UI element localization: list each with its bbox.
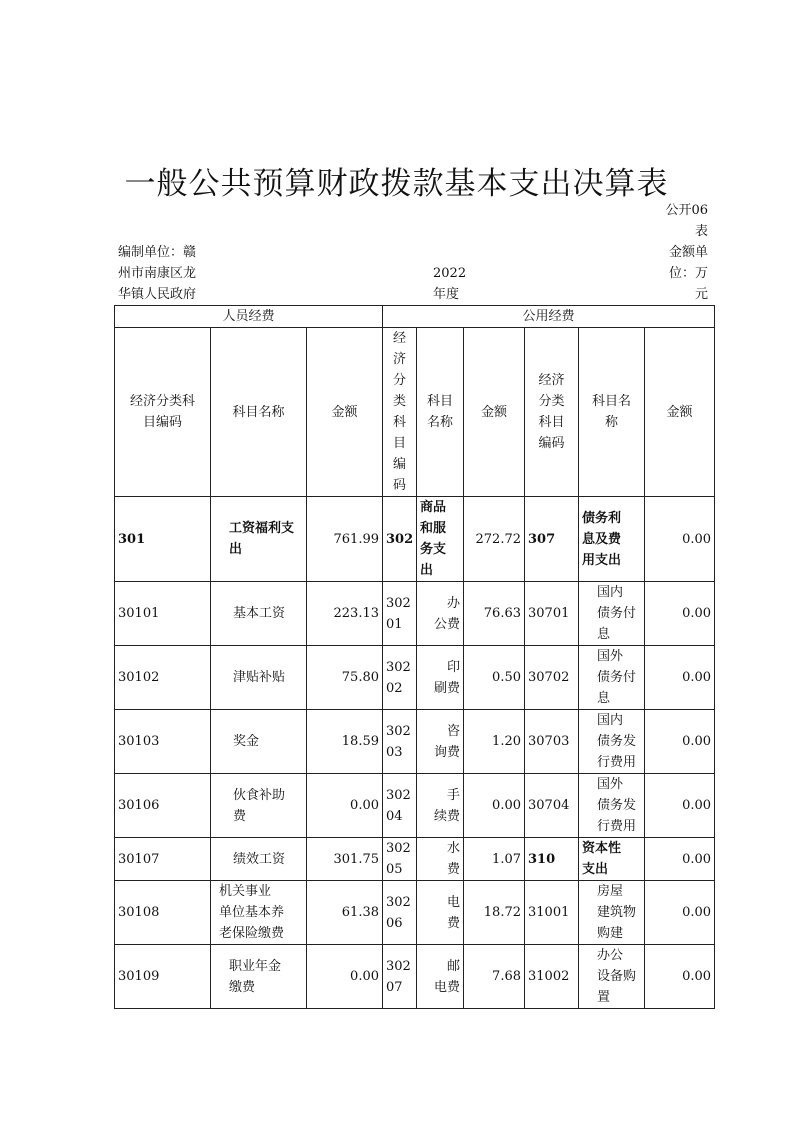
col-name-2: 科目 名称: [417, 328, 464, 497]
section-public: 公用经费: [383, 306, 715, 328]
cell-name-3: 办公 设备购 置: [579, 945, 645, 1009]
column-header-row: [115, 328, 715, 497]
section-header-row: [115, 306, 715, 328]
cell-name: 工资福利支 出: [211, 497, 307, 582]
cell-name-2: 咨 询费: [417, 710, 464, 774]
cell-name-2: 办 公费: [417, 582, 464, 646]
cell-code: 30102: [115, 646, 211, 710]
cell-name: 绩效工资: [211, 838, 307, 881]
cell-name-2: 邮 电费: [417, 945, 464, 1009]
cell-amount: 18.59: [307, 710, 383, 774]
cell-code-2: 302 06: [383, 881, 417, 945]
cell-name-2: 商品 和服 务支 出: [417, 497, 464, 582]
cell-name: 基本工资: [211, 582, 307, 646]
table-row: [115, 945, 715, 1009]
cell-amount: 301.75: [307, 838, 383, 881]
cell-code: 30106: [115, 774, 211, 838]
cell-name-2: 电 费: [417, 881, 464, 945]
cell-amount-2: 76.63: [464, 582, 525, 646]
cell-name-3: 债务利 息及费 用支出: [579, 497, 645, 582]
cell-code-2: 302: [383, 497, 417, 582]
cell-code-3: 307: [525, 497, 579, 582]
cell-name: 机关事业 单位基本养 老保险缴费: [211, 881, 307, 945]
cell-code-3: 30703: [525, 710, 579, 774]
col-amount-2: 金额: [464, 328, 525, 497]
fiscal-year: 2022 年度: [433, 266, 467, 302]
cell-amount: 0.00: [307, 945, 383, 1009]
col-amount-3: 金额: [645, 328, 715, 497]
cell-name-2: 水 费: [417, 838, 464, 881]
cell-code: 301: [115, 497, 211, 582]
table-number: 公开06 表: [665, 203, 708, 239]
cell-code: 30103: [115, 710, 211, 774]
page-title: 一般公共预算财政拨款基本支出决算表: [124, 166, 669, 202]
cell-code: 30108: [115, 881, 211, 945]
cell-amount-2: 0.00: [464, 774, 525, 838]
cell-amount-3: 0.00: [645, 582, 715, 646]
amount-unit: 金额单 位：万 元: [668, 245, 708, 302]
cell-name-3: 国外 债务发 行费用: [579, 774, 645, 838]
cell-name: 职业年金 缴费: [211, 945, 307, 1009]
compiling-unit: 编制单位：赣 州市南康区龙 华镇人民政府: [118, 245, 197, 302]
cell-amount-2: 1.07: [464, 838, 525, 881]
cell-name: 奖金: [211, 710, 307, 774]
cell-name-3: 房屋 建筑物 购建: [579, 881, 645, 945]
col-amount: 金额: [307, 328, 383, 497]
cell-code-3: 30702: [525, 646, 579, 710]
cell-code-3: 310: [525, 838, 579, 881]
cell-code-3: 30704: [525, 774, 579, 838]
cell-code: 30101: [115, 582, 211, 646]
cell-code-2: 302 01: [383, 582, 417, 646]
table-row: [115, 710, 715, 774]
cell-amount-3: 0.00: [645, 838, 715, 881]
cell-amount-2: 0.50: [464, 646, 525, 710]
cell-amount: 61.38: [307, 881, 383, 945]
budget-table: [114, 305, 715, 1009]
cell-amount-2: 272.72: [464, 497, 525, 582]
cell-name: 津贴补贴: [211, 646, 307, 710]
cell-code-2: 302 04: [383, 774, 417, 838]
cell-code-3: 31001: [525, 881, 579, 945]
cell-name-3: 国内 债务发 行费用: [579, 710, 645, 774]
cell-amount-3: 0.00: [645, 945, 715, 1009]
table-row: [115, 582, 715, 646]
cell-code-2: 302 03: [383, 710, 417, 774]
col-name-3: 科目名 称: [579, 328, 645, 497]
cell-amount-2: 7.68: [464, 945, 525, 1009]
cell-amount: 761.99: [307, 497, 383, 582]
col-name: 科目名称: [211, 328, 307, 497]
cell-code: 30107: [115, 838, 211, 881]
cell-amount-2: 18.72: [464, 881, 525, 945]
table-row: [115, 881, 715, 945]
cell-name-3: 国外 债务付 息: [579, 646, 645, 710]
cell-amount-2: 1.20: [464, 710, 525, 774]
cell-code-2: 302 05: [383, 838, 417, 881]
cell-amount-3: 0.00: [645, 497, 715, 582]
cell-name: 伙食补助 费: [211, 774, 307, 838]
table-row: [115, 774, 715, 838]
section-personnel: 人员经费: [115, 306, 383, 328]
cell-code: 30109: [115, 945, 211, 1009]
col-code-2: 经 济 分 类 科 目 编 码: [383, 328, 417, 497]
cell-name-2: 手 续费: [417, 774, 464, 838]
cell-name-3: 资本性 支出: [579, 838, 645, 881]
table-row: [115, 646, 715, 710]
cell-name-3: 国内 债务付 息: [579, 582, 645, 646]
cell-amount-3: 0.00: [645, 646, 715, 710]
cell-amount-3: 0.00: [645, 710, 715, 774]
cell-code-2: 302 07: [383, 945, 417, 1009]
cell-name-2: 印 刷费: [417, 646, 464, 710]
cell-code-2: 302 02: [383, 646, 417, 710]
cell-amount-3: 0.00: [645, 881, 715, 945]
cell-code-3: 31002: [525, 945, 579, 1009]
cell-code-3: 30701: [525, 582, 579, 646]
cell-amount: 75.80: [307, 646, 383, 710]
cell-amount: 223.13: [307, 582, 383, 646]
col-code: 经济分类科 目编码: [115, 328, 211, 497]
table-row: [115, 838, 715, 881]
table-row: [115, 497, 715, 582]
col-code-3: 经济 分类 科目 编码: [525, 328, 579, 497]
cell-amount: 0.00: [307, 774, 383, 838]
cell-amount-3: 0.00: [645, 774, 715, 838]
